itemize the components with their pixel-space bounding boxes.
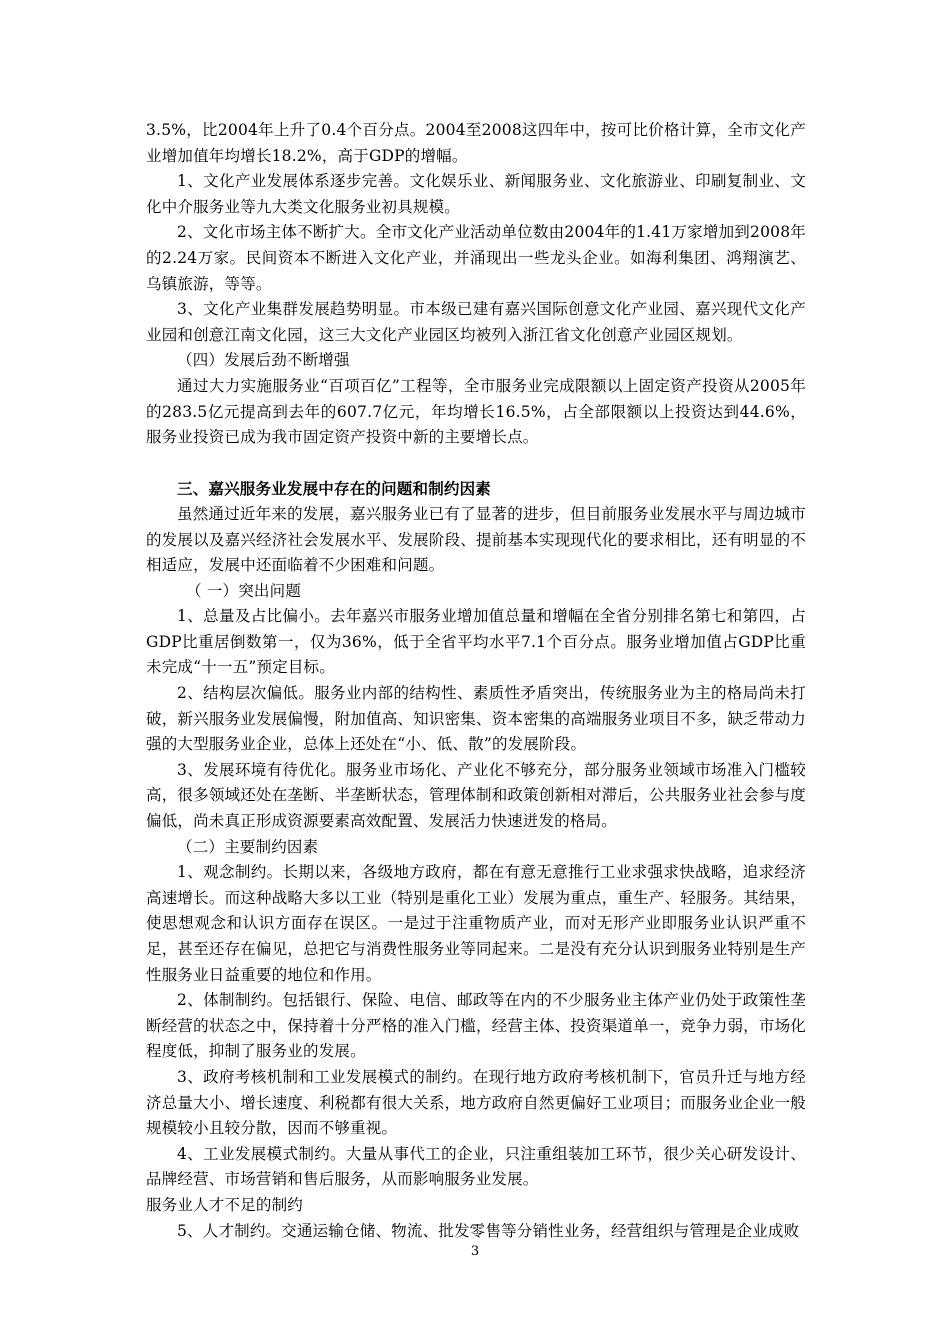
paragraph: 3、发展环境有待优化。服务业市场化、产业化不够充分，部分服务业领域市场准入门槛较高，很多领域还处在垄断、半垄断状态，管理体制和政策创新相对滞后，公共服务业社会参与度偏低，尚未真正形成资源要素高效配置、发展活力快速迸发的格局。 bbox=[146, 760, 806, 831]
subheading: （四）发展后劲不断增强 bbox=[177, 351, 350, 370]
paragraph: 5、人才制约。交通运输仓储、物流、批发零售等分销性业务，经营组织与管理是企业成败 bbox=[177, 1221, 800, 1240]
paragraph: 2、文化市场主体不断扩大。全市文化产业活动单位数由2004年的1.41万家增加到2008年的2.24万家。民间资本不断进入文化产业，并涌现出一些龙头企业。如海利集团、鸿翔演艺、乌镇旅游，等等。 bbox=[146, 223, 806, 293]
document-body bbox=[146, 118, 806, 1244]
paragraph: 1、文化产业发展体系逐步完善。文化娱乐业、新闻服务业、文化旅游业、印刷复制业、文化中介服务业等九大类文化服务业初具规模。 bbox=[146, 172, 806, 216]
subheading: （二）主要制约因素 bbox=[177, 837, 319, 856]
subheading: （ 一）突出问题 bbox=[186, 581, 302, 600]
paragraph: 虽然通过近年来的发展，嘉兴服务业已有了显著的进步，但目前服务业发展水平与周边城市的发展以及嘉兴经济社会发展水平、发展阶段、提前基本实现现代化的要求相比，还有明显的不相适应，发展中还面临着不少困难和问题。 bbox=[146, 504, 806, 575]
paragraph: 通过大力实施服务业“百项百亿”工程等，全市服务业完成限额以上固定资产投资从2005年的283.5亿元提高到去年的607.7亿元，年均增长16.5%，占全部限额以上投资达到44.6%，服务业投资已成为我市固定资产投资中新的主要增长点。 bbox=[146, 376, 806, 447]
paragraph: 3、政府考核机制和工业发展模式的制约。在现行地方政府考核机制下，官员升迁与地方经济总量大小、增长速度、利税都有很大关系，地方政府自然更偏好工业项目；而服务业企业一般规模较小且较分散，因而不够重视。 bbox=[146, 1067, 806, 1138]
paragraph: 2、体制制约。包括银行、保险、电信、邮政等在内的不少服务业主体产业仍处于政策性垄断经营的状态之中，保持着十分严格的准入门槛，经营主体、投资渠道单一，竞争力弱，市场化程度低，抑制了服务业的发展。 bbox=[146, 991, 806, 1061]
paragraph: 1、观念制约。长期以来，各级地方政府，都在有意无意推行工业求强求快战略，追求经济高速增长。而这种战略大多以工业（特别是重化工业）发展为重点，重生产、轻服务。其结果，使思想观念和认识方面存在误区。一是过于注重物质产业，而对无形产业即服务业认识严重不足，甚至还存在偏见，总把它与消费性服务业等同起来。二是没有充分认识到服务业特别是生产性服务业日益重要的地位和作用。 bbox=[146, 863, 806, 984]
paragraph: 4、工业发展模式制约。大量从事代工的企业，只注重组装加工环节，很少关心研发设计、品牌经营、市场营销和售后服务，从而影响服务业发展。 bbox=[146, 1144, 806, 1189]
paragraph: 3.5%，比2004年上升了0.4个百分点。2004至2008这四年中，按可比价格计算，全市文化产业增加值年均增长18.2%，高于GDP的增幅。 bbox=[146, 121, 806, 165]
paragraph: 2、结构层次偏低。服务业内部的结构性、素质性矛盾突出，传统服务业为主的格局尚未打破，新兴服务业发展偏慢，附加值高、知识密集、资本密集的高端服务业项目不多，缺乏带动力强的大型服务业企业，总体上还处在“小、低、散”的发展阶段。 bbox=[146, 684, 806, 754]
page-number: 3 bbox=[470, 1244, 480, 1259]
paragraph: 服务业人才不足的制约 bbox=[146, 1195, 304, 1214]
paragraph: 1、总量及占比偏小。去年嘉兴市服务业增加值总量和增幅在全省分别排名第七和第四，占GDP比重居倒数第一，仅为36%，低于全省平均水平7.1个百分点。服务业增加值占GDP比重未完成“十一五”预定目标。 bbox=[146, 607, 806, 677]
section-heading: 三、嘉兴服务业发展中存在的问题和制约因素 bbox=[177, 479, 492, 499]
paragraph: 3、文化产业集群发展趋势明显。市本级已建有嘉兴国际创意文化产业园、嘉兴现代文化产业园和创意江南文化园，这三大文化产业园区均被列入浙江省文化创意产业园区规划。 bbox=[146, 300, 806, 344]
